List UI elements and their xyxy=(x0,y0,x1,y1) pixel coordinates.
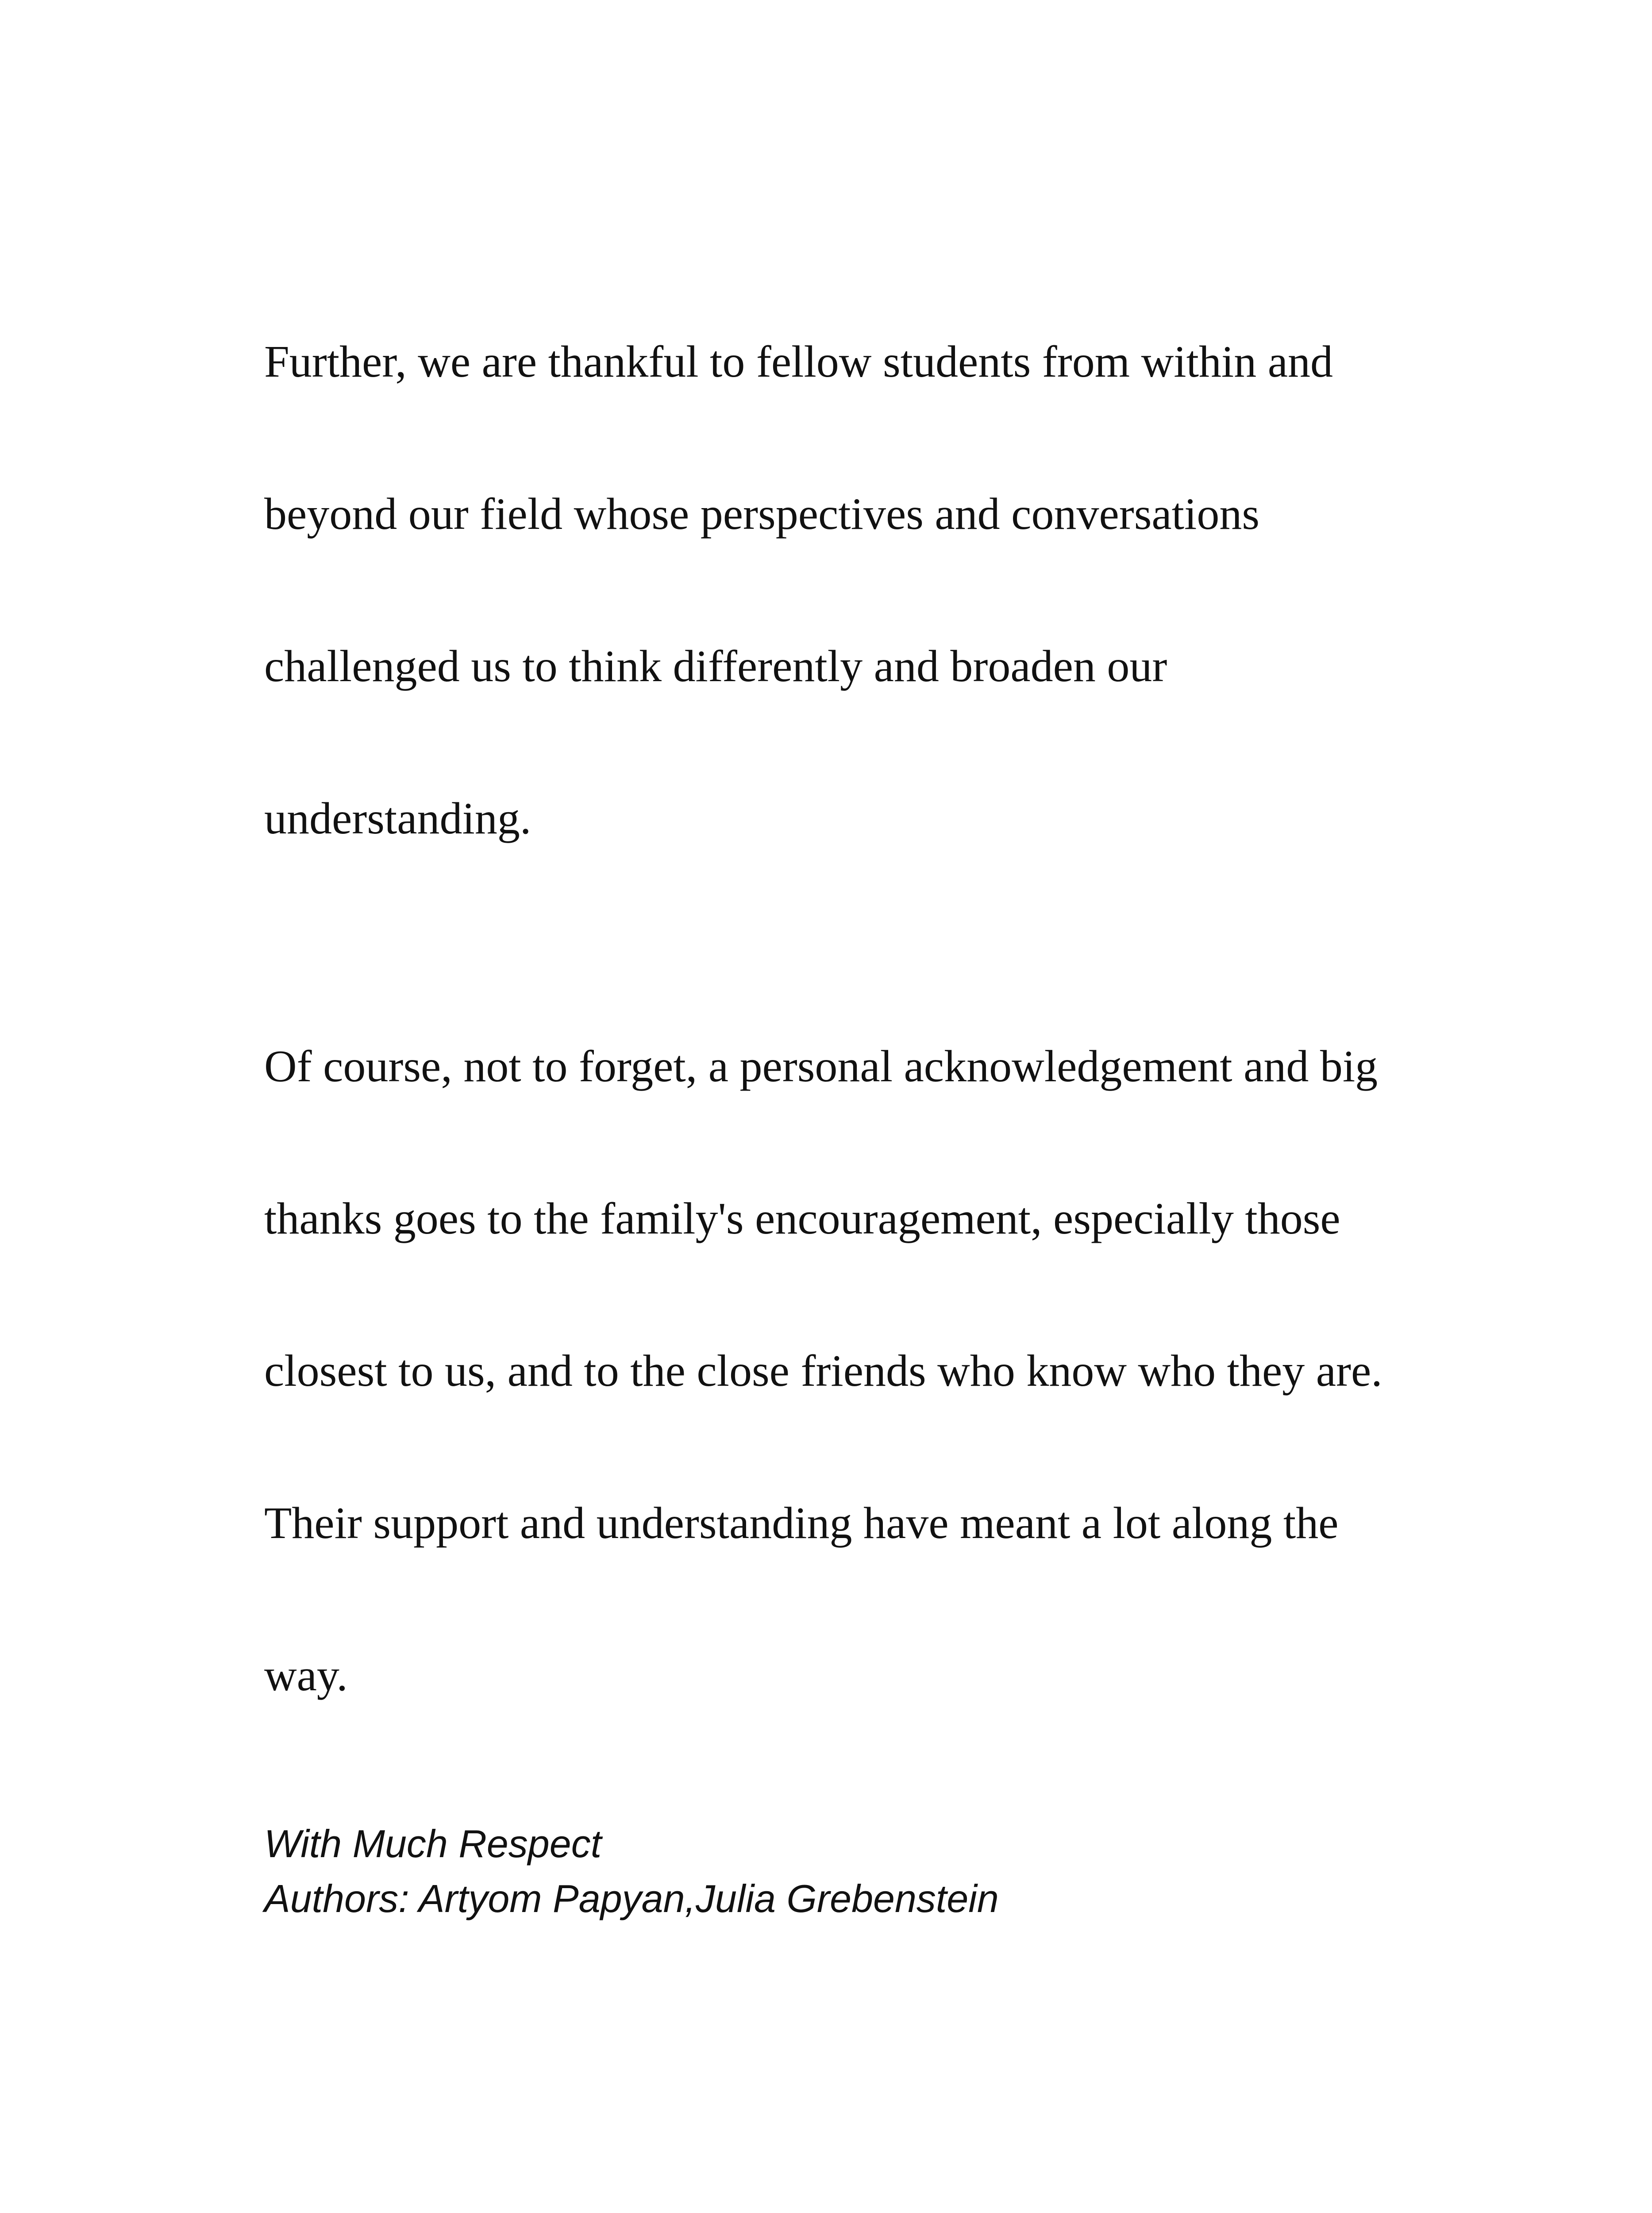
signoff-block xyxy=(264,1816,1415,1926)
acknowledgements-body xyxy=(264,248,1415,1926)
paragraph-line: challenged us to think differently and broaden our xyxy=(264,641,1167,691)
paragraph-fellow-students xyxy=(264,248,1415,933)
paragraph-line: Of course, not to forget, a personal acknowledgement and big xyxy=(264,1041,1378,1091)
paragraph-line: understanding. xyxy=(264,794,531,844)
paragraph-line: way. xyxy=(264,1650,348,1700)
authors-text: Authors: Artyom Papyan,Julia Grebenstein xyxy=(264,1877,999,1920)
paragraph-line: closest to us, and to the close friends who know who they are. xyxy=(264,1346,1382,1396)
paragraph-line: Further, we are thankful to fellow students from within and xyxy=(264,337,1333,387)
paragraph-line: Their support and understanding have meant a lot along the xyxy=(264,1498,1339,1548)
paragraph-family-friends xyxy=(264,952,1415,1790)
paragraph-line: thanks goes to the family's encouragement, especially those xyxy=(264,1194,1340,1244)
paragraph-line: beyond our field whose perspectives and conversations xyxy=(264,489,1260,539)
closing-text: With Much Respect xyxy=(264,1822,602,1866)
